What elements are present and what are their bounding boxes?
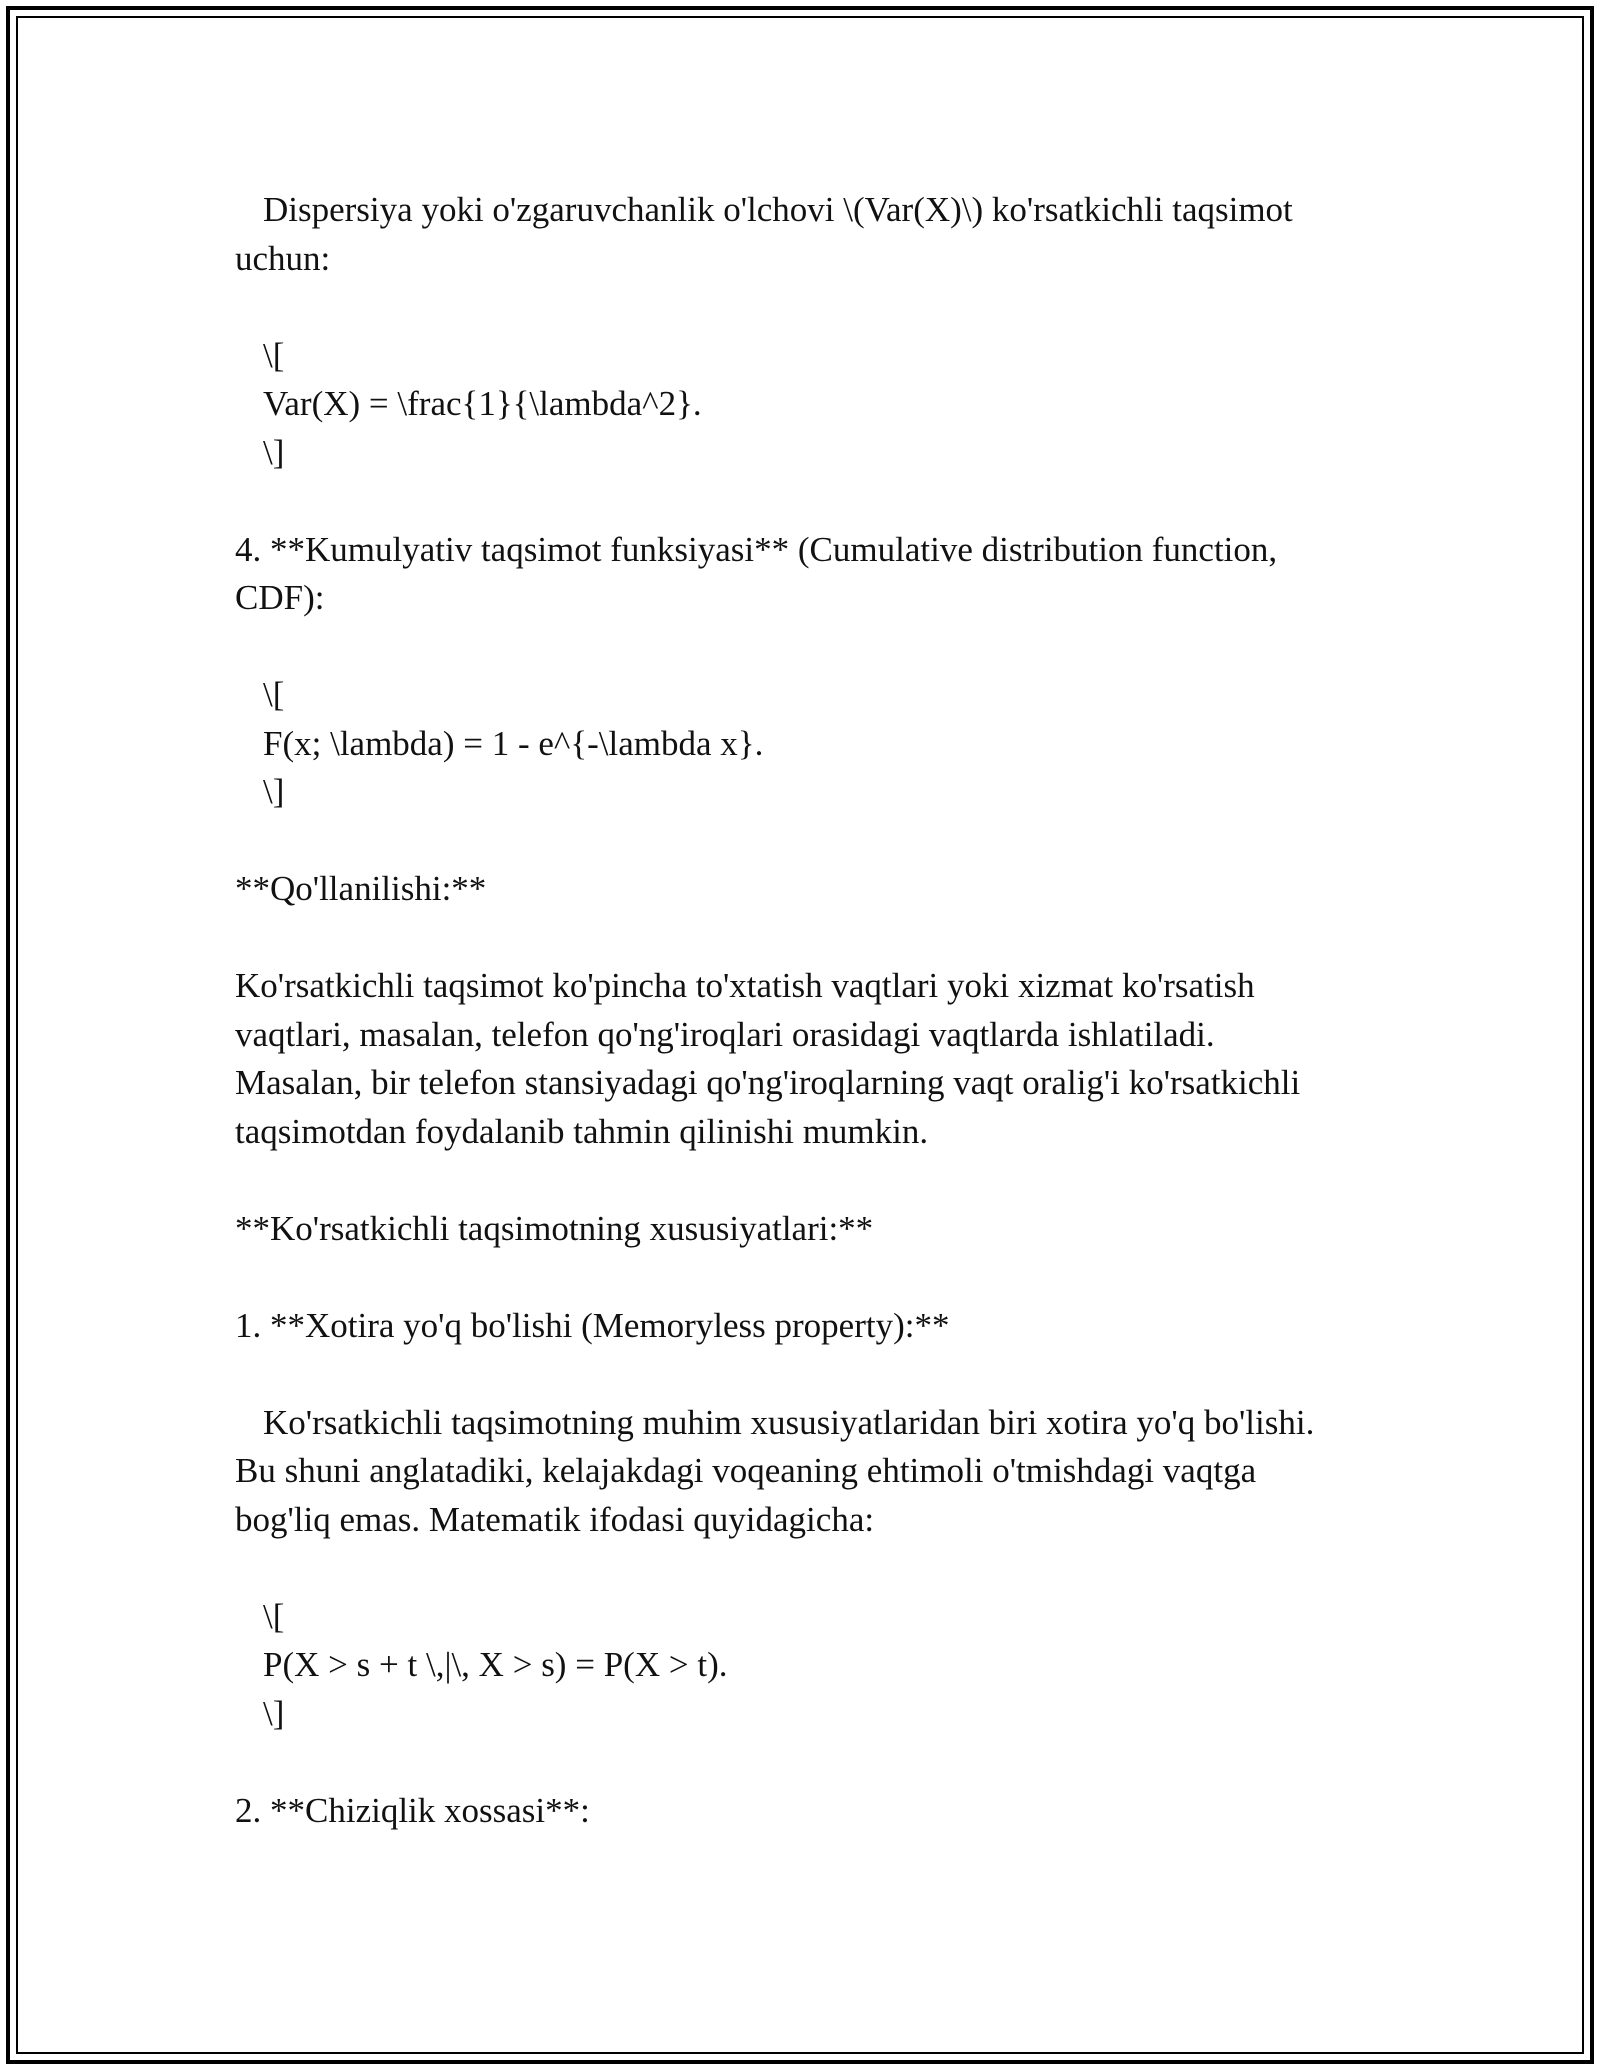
applications-paragraph-line-3: Masalan, bir telefon stansiyadagi qo'ng'iroqlarning vaqt oralig'i ko'rsatkichli bbox=[235, 1063, 1301, 1102]
memoryless-paragraph-line-1: Ko'rsatkichli taqsimotning muhim xususiyatlaridan biri xotira yo'q bo'lishi. bbox=[263, 1402, 1315, 1442]
cdf-heading-line-2: CDF): bbox=[235, 578, 325, 617]
memoryless-formula: P(X > s + t \,|\, X > s) = P(X > t). bbox=[263, 1645, 728, 1684]
linearity-heading: 2. **Chiziqlik xossasi**: bbox=[235, 1790, 590, 1830]
blank-line bbox=[235, 914, 1405, 963]
blank-line bbox=[235, 1253, 1405, 1302]
memoryless-heading: 1. **Xotira yo'q bo'lishi (Memoryless property):** bbox=[235, 1305, 950, 1345]
variance-formula: Var(X) = \frac{1}{\lambda^2}. bbox=[263, 384, 702, 423]
applications-paragraph-line-1: Ko'rsatkichli taqsimot ko'pincha to'xtatish vaqtlari yoki xizmat ko'rsatish bbox=[235, 966, 1255, 1005]
applications-paragraph-line-2: vaqtlari, masalan, telefon qo'ng'iroqlari orasidagi vaqtlarda ishlatiladi. bbox=[235, 1014, 1215, 1054]
applications-heading: **Qo'llanilishi:** bbox=[235, 869, 487, 908]
variance-intro-line-1: Dispersiya yoki o'zgaruvchanlik o'lchovi \(Var(X)\) ko'rsatkichli taqsimot bbox=[263, 190, 1293, 229]
blank-line bbox=[235, 1156, 1405, 1205]
variance-formula-open: \[ bbox=[263, 335, 285, 375]
cdf-formula-open: \[ bbox=[263, 675, 285, 714]
blank-line bbox=[235, 1544, 1405, 1593]
variance-intro-line-2: uchun: bbox=[235, 238, 331, 278]
memoryless-formula-open: \[ bbox=[263, 1596, 285, 1636]
blank-line bbox=[235, 477, 1405, 526]
memoryless-formula-close: \] bbox=[263, 1693, 285, 1733]
properties-heading: **Ko'rsatkichli taqsimotning xususiyatlari:** bbox=[235, 1208, 874, 1248]
variance-formula-close: \] bbox=[263, 432, 285, 472]
blank-line bbox=[235, 1738, 1405, 1787]
blank-line bbox=[235, 283, 1405, 332]
blank-line bbox=[235, 817, 1405, 866]
blank-line bbox=[235, 623, 1405, 672]
applications-paragraph-line-4: taqsimotdan foydalanib tahmin qilinishi mumkin. bbox=[235, 1111, 929, 1151]
cdf-heading-line-1: 4. **Kumulyativ taqsimot funksiyasi** (Cumulative distribution function, bbox=[235, 529, 1278, 569]
memoryless-paragraph-line-3: bog'liq emas. Matematik ifodasi quyidagicha: bbox=[235, 1499, 875, 1539]
blank-line bbox=[235, 1350, 1405, 1399]
document-body bbox=[235, 186, 1405, 1835]
cdf-formula-close: \] bbox=[263, 772, 285, 811]
cdf-formula: F(x; \lambda) = 1 - e^{-\lambda x}. bbox=[263, 723, 764, 763]
memoryless-paragraph-line-2: Bu shuni anglatadiki, kelajakdagi voqeaning ehtimoli o'tmishdagi vaqtga bbox=[235, 1451, 1257, 1490]
